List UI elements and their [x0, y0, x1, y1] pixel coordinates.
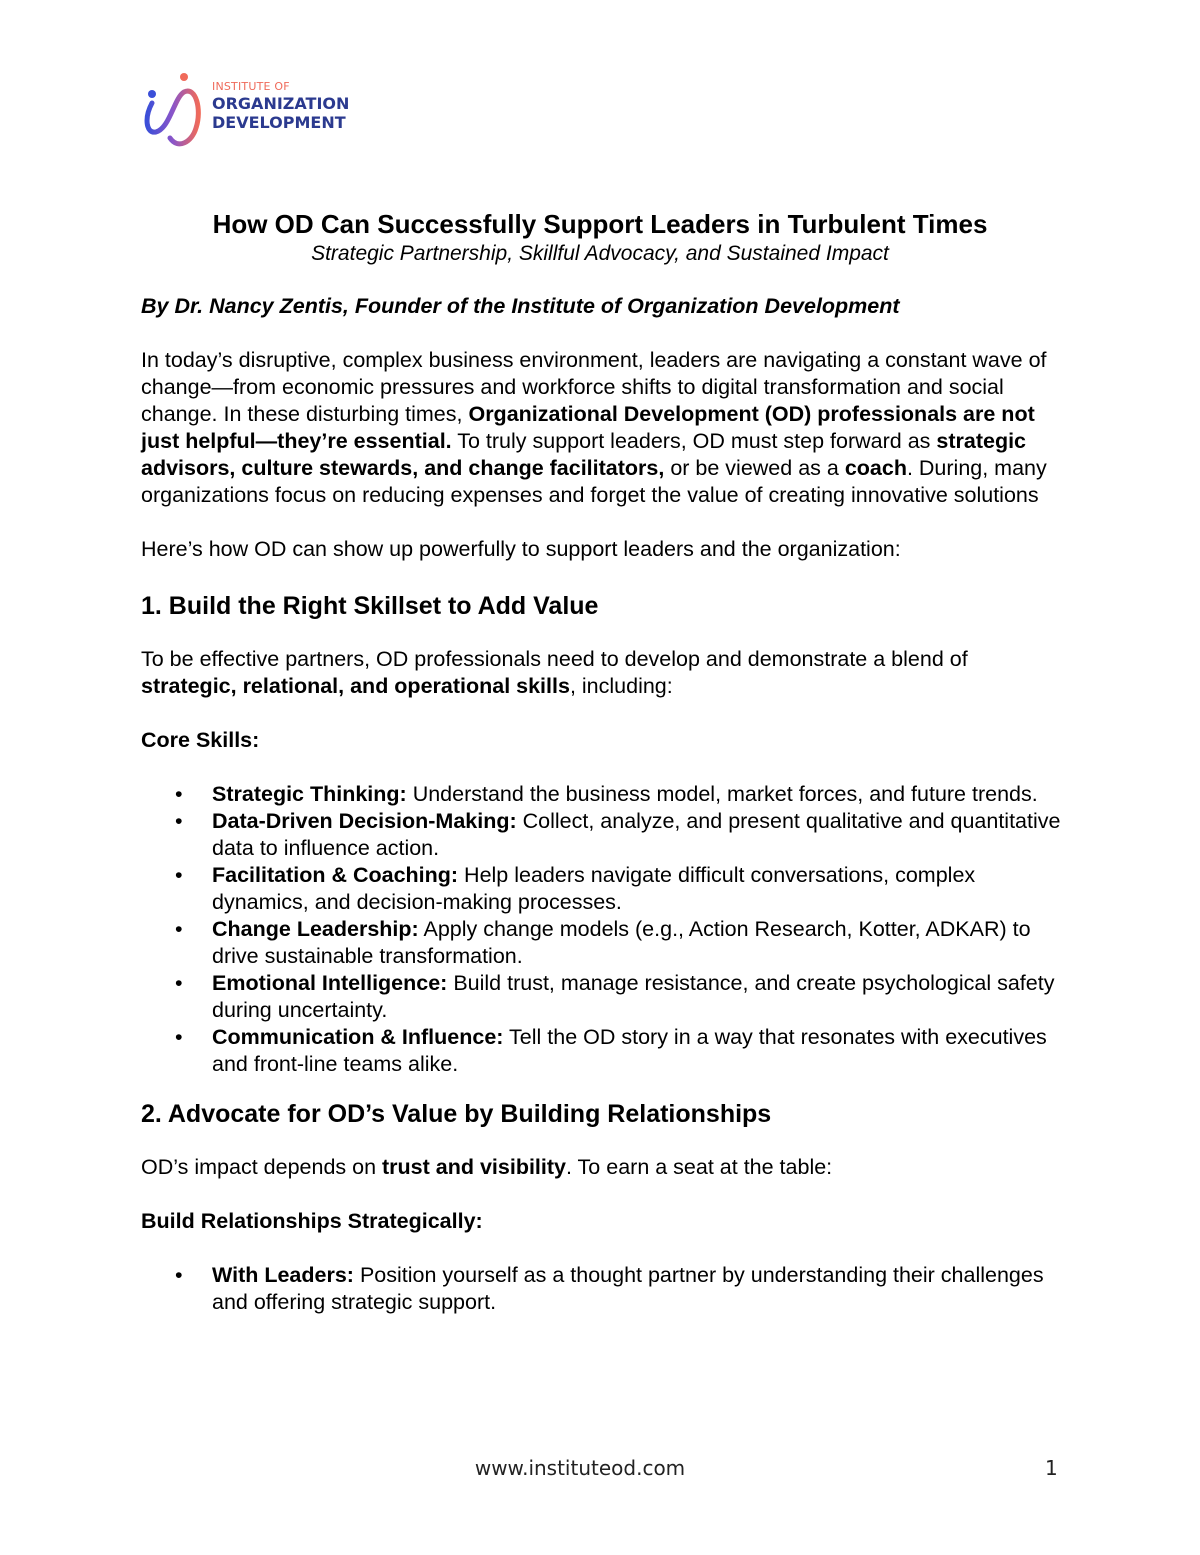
section-2-intro-text-2: . To earn a seat at the table: — [566, 1155, 833, 1179]
core-skills-list — [141, 781, 1066, 1078]
section-1-intro — [141, 646, 1066, 700]
list-item-text: Position yourself as a thought partner by understanding their challenges and offering strategic support. — [212, 1263, 1044, 1314]
section-2-intro-bold: trust and visibility — [382, 1155, 566, 1179]
relationships-label: Build Relationships Strategically: — [141, 1209, 483, 1233]
list-item-term: Data-Driven Decision-Making: — [212, 809, 517, 833]
intro-bold-1: Organizational Development (OD) professionals are not just helpful—they’re essential. — [141, 402, 1035, 453]
section-1-intro-text-2: , including: — [569, 674, 673, 698]
section-2-heading: 2. Advocate for OD’s Value by Building Relationships — [141, 1100, 772, 1128]
relationships-list — [141, 1262, 1066, 1316]
intro-bold-3: coach — [844, 456, 907, 480]
section-1-heading: 1. Build the Right Skillset to Add Value — [141, 592, 599, 620]
section-2-intro-text-1: OD’s impact depends on — [141, 1155, 383, 1179]
list-item — [141, 1024, 1066, 1078]
page-subtitle: Strategic Partnership, Skillful Advocacy, and Sustained Impact — [311, 242, 889, 265]
list-item-term: Emotional Intelligence: — [212, 971, 448, 995]
logo — [140, 70, 370, 152]
list-item — [141, 916, 1066, 970]
list-item-text: Understand the business model, market forces, and future trends. — [406, 782, 1038, 806]
section-2-intro — [141, 1154, 1066, 1181]
list-item-term: With Leaders: — [212, 1263, 354, 1287]
intro-bold-2: strategic advisors, culture stewards, and change facilitators, — [141, 429, 1027, 480]
core-skills-label: Core Skills: — [141, 728, 260, 752]
page-title: How OD Can Successfully Support Leaders in Turbulent Times — [212, 209, 988, 239]
logo-mark-icon — [140, 70, 204, 152]
section-1-intro-bold: strategic, relational, and operational skills — [141, 674, 570, 698]
list-item-text: Tell the OD story in a way that resonates with executives and front-line teams alike. — [212, 1025, 1047, 1076]
list-item — [141, 1262, 1066, 1316]
list-item-text: Apply change models (e.g., Action Research, Kotter, ADKAR) to drive sustainable transformation. — [212, 917, 1031, 968]
list-item-term: Communication & Influence: — [212, 1025, 504, 1049]
list-item — [141, 970, 1066, 1024]
lead-in-paragraph: Here’s how OD can show up powerfully to support leaders and the organization: — [141, 537, 901, 561]
intro-text-4: . During, many organizations focus on reducing expenses and forget the value of creating innovative solutions — [141, 456, 1047, 507]
intro-text-1: In today’s disruptive, complex business environment, leaders are navigating a constant wave of change—from economic pressures and workforce shifts to digital transformation and social change. In these disturbing times, — [141, 348, 1047, 426]
list-item-term: Change Leadership: — [212, 917, 419, 941]
list-item-text: Build trust, manage resistance, and create psychological safety during uncertainty. — [212, 971, 1055, 1022]
page-number: 1 — [1045, 1456, 1058, 1480]
list-item-text: Help leaders navigate difficult conversations, complex dynamics, and decision-making processes. — [212, 863, 976, 914]
list-item — [141, 808, 1066, 862]
intro-text-2: To truly support leaders, OD must step forward as — [451, 429, 937, 453]
logo-line-organization: ORGANIZATION — [212, 94, 350, 113]
list-item — [141, 862, 1066, 916]
intro-paragraph — [141, 347, 1066, 509]
document-body — [141, 293, 1066, 1336]
logo-line-institute: INSTITUTE OF — [212, 80, 290, 93]
footer-url[interactable]: www.instituteod.com — [474, 1456, 686, 1480]
byline: By Dr. Nancy Zentis, Founder of the Institute of Organization Development — [141, 294, 900, 318]
list-item-term: Facilitation & Coaching: — [212, 863, 459, 887]
logo-wordmark — [212, 81, 349, 131]
intro-text-3: or be viewed as a — [664, 456, 845, 480]
title-block — [0, 207, 1200, 267]
logo-line-development: DEVELOPMENT — [212, 113, 346, 132]
section-1-intro-text-1: To be effective partners, OD professionals need to develop and demonstrate a blend of — [141, 647, 968, 671]
list-item-term: Strategic Thinking: — [212, 782, 407, 806]
list-item — [141, 781, 1066, 808]
list-item-text: Collect, analyze, and present qualitative and quantitative data to influence action. — [212, 809, 1061, 860]
